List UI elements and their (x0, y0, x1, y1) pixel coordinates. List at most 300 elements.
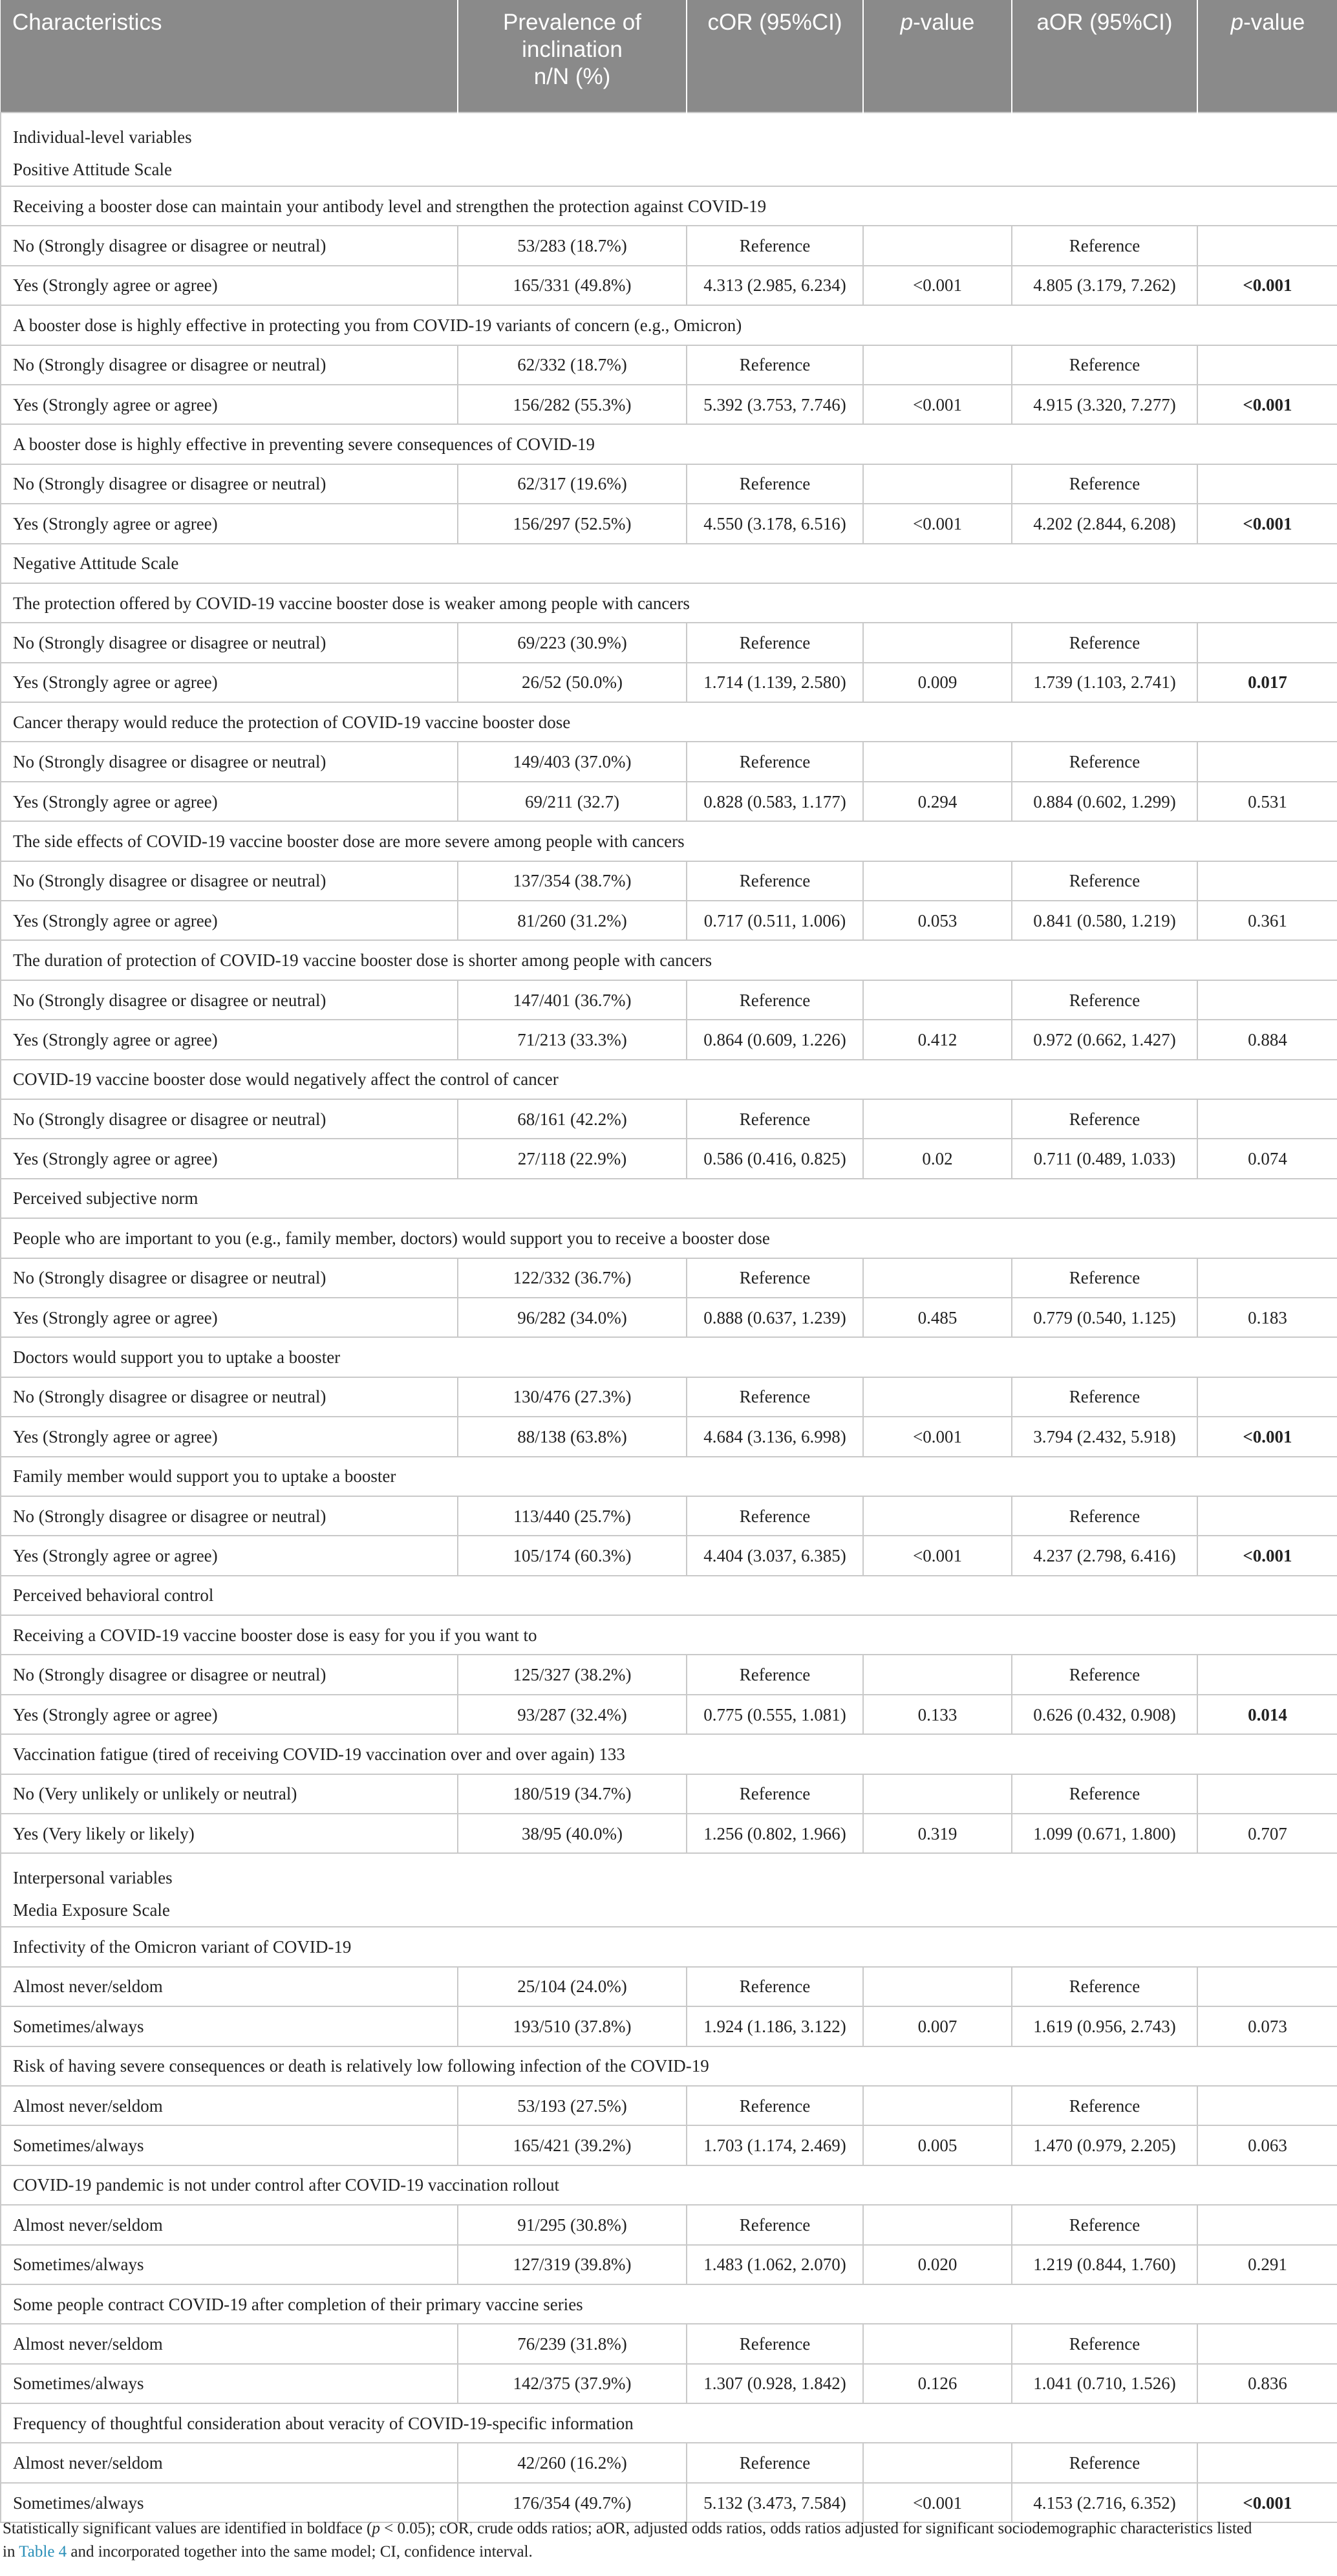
crude-p-value-cell (863, 1655, 1012, 1694)
row-label-cell: No (Strongly disagree or disagree or neutral) (1, 1258, 458, 1298)
section-heading-row (1, 1060, 1337, 1099)
crude-p-value-cell: <0.001 (863, 2483, 1012, 2522)
aor-cell: 4.202 (2.844, 6.208) (1012, 504, 1197, 543)
prevalence-cell: 156/282 (55.3%) (458, 385, 687, 424)
section-heading (1, 1853, 1337, 1927)
aor-cell: 1.739 (1.103, 2.741) (1012, 663, 1197, 702)
table-row (1, 2006, 1337, 2046)
cor-cell: Reference (687, 345, 863, 385)
cor-cell: Reference (687, 1774, 863, 1814)
cor-cell: Reference (687, 1496, 863, 1536)
cor-cell: Reference (687, 861, 863, 901)
prevalence-cell: 193/510 (37.8%) (458, 2006, 687, 2046)
prevalence-cell: 96/282 (34.0%) (458, 1298, 687, 1337)
adjusted-p-value-cell (1197, 742, 1337, 781)
adjusted-p-value-cell (1197, 1655, 1337, 1694)
cor-cell: 0.717 (0.511, 1.006) (687, 901, 863, 940)
adjusted-p-value-cell: 0.291 (1197, 2245, 1337, 2284)
cor-cell: Reference (687, 1377, 863, 1417)
adjusted-p-value-cell (1197, 2324, 1337, 2363)
header-characteristics: Characteristics (1, 0, 458, 113)
footnote-p: p (372, 2520, 380, 2537)
table-row (1, 2245, 1337, 2284)
prevalence-cell: 122/332 (36.7%) (458, 1258, 687, 1298)
aor-cell: Reference (1012, 226, 1197, 265)
row-label-cell: Almost never/seldom (1, 2324, 458, 2363)
header-prevalence-line3: n/N (%) (533, 64, 611, 89)
row-label-cell: No (Strongly disagree or disagree or neutral) (1, 1655, 458, 1694)
crude-p-value-cell: 0.020 (863, 2245, 1012, 2284)
table-row (1, 2205, 1337, 2244)
adjusted-p-value-cell (1197, 2205, 1337, 2244)
section-heading-label: Individual-level variables (13, 127, 192, 147)
row-label-cell: No (Strongly disagree or disagree or neutral) (1, 464, 458, 504)
crude-p-value-cell (863, 226, 1012, 265)
section-heading-row (1, 113, 1337, 186)
section-heading-row (1, 1927, 1337, 1966)
adjusted-p-value-cell: 0.707 (1197, 1814, 1337, 1853)
prevalence-cell: 62/317 (19.6%) (458, 464, 687, 504)
section-heading (1, 1337, 1337, 1377)
section-heading-label: Interpersonal variables (13, 1868, 173, 1888)
section-heading (1, 940, 1337, 980)
prevalence-cell: 105/174 (60.3%) (458, 1536, 687, 1575)
cor-cell: 4.684 (3.136, 6.998) (687, 1417, 863, 1456)
crude-p-value-cell (863, 2443, 1012, 2482)
table-row (1, 1099, 1337, 1139)
aor-cell: 1.219 (0.844, 1.760) (1012, 2245, 1197, 2284)
table-header (1, 0, 1337, 113)
prevalence-cell: 88/138 (63.8%) (458, 1417, 687, 1456)
table-row (1, 2364, 1337, 2403)
crude-p-value-cell: 0.133 (863, 1695, 1012, 1734)
aor-cell: Reference (1012, 980, 1197, 1020)
table-footnote (0, 2517, 1337, 2564)
section-heading-label: COVID-19 vaccine booster dose would negatively affect the control of cancer (13, 1069, 559, 1089)
cor-cell: Reference (687, 2086, 863, 2125)
table-row (1, 2443, 1337, 2482)
adjusted-p-value-cell: <0.001 (1197, 1536, 1337, 1575)
table-row (1, 1298, 1337, 1337)
row-label-cell: Sometimes/always (1, 2245, 458, 2284)
crude-p-value-cell (863, 2086, 1012, 2125)
crude-p-value-cell: 0.005 (863, 2125, 1012, 2165)
section-heading-label: The protection offered by COVID-19 vaccine booster dose is weaker among people with cancers (13, 593, 690, 613)
prevalence-cell: 137/354 (38.7%) (458, 861, 687, 901)
cor-cell: Reference (687, 1258, 863, 1298)
header-prevalence (458, 0, 687, 113)
crude-p-value-cell (863, 1377, 1012, 1417)
row-label-cell: No (Strongly disagree or disagree or neutral) (1, 980, 458, 1020)
row-label-cell: No (Strongly disagree or disagree or neutral) (1, 1099, 458, 1139)
prevalence-cell: 68/161 (42.2%) (458, 1099, 687, 1139)
prevalence-cell: 93/287 (32.4%) (458, 1695, 687, 1734)
cor-cell: 4.313 (2.985, 6.234) (687, 266, 863, 305)
table-row (1, 663, 1337, 702)
section-heading (1, 1457, 1337, 1496)
row-label-cell: Almost never/seldom (1, 1967, 458, 2006)
section-heading-row (1, 1179, 1337, 1218)
row-label-cell: Yes (Strongly agree or agree) (1, 901, 458, 940)
aor-cell: Reference (1012, 2205, 1197, 2244)
cor-cell: 4.404 (3.037, 6.385) (687, 1536, 863, 1575)
header-p-value-adjusted (1197, 0, 1337, 113)
adjusted-p-value-cell (1197, 226, 1337, 265)
section-heading-row (1, 940, 1337, 980)
header-p-value-crude (863, 0, 1012, 113)
cor-cell: 5.392 (3.753, 7.746) (687, 385, 863, 424)
adjusted-p-value-cell: 0.014 (1197, 1695, 1337, 1734)
cor-cell: 4.550 (3.178, 6.516) (687, 504, 863, 543)
prevalence-cell: 142/375 (37.9%) (458, 2364, 687, 2403)
section-heading-label: Some people contract COVID-19 after completion of their primary vaccine series (13, 2294, 583, 2314)
prevalence-cell: 147/401 (36.7%) (458, 980, 687, 1020)
header-aor: aOR (95%CI) (1012, 0, 1197, 113)
section-heading-row (1, 1457, 1337, 1496)
subsection-heading-label: Positive Attitude Scale (13, 160, 172, 179)
section-heading-row (1, 702, 1337, 742)
row-label-cell: Yes (Strongly agree or agree) (1, 1139, 458, 1178)
section-heading-row (1, 1576, 1337, 1615)
cor-cell: Reference (687, 2443, 863, 2482)
cor-cell: 0.586 (0.416, 0.825) (687, 1139, 863, 1178)
prevalence-cell: 127/319 (39.8%) (458, 2245, 687, 2284)
row-label-cell: No (Strongly disagree or disagree or neutral) (1, 1377, 458, 1417)
table-row (1, 1814, 1337, 1853)
adjusted-p-value-cell: 0.531 (1197, 782, 1337, 821)
adjusted-p-value-cell (1197, 980, 1337, 1020)
row-label-cell: Sometimes/always (1, 2483, 458, 2522)
prevalence-cell: 53/283 (18.7%) (458, 226, 687, 265)
crude-p-value-cell (863, 464, 1012, 504)
adjusted-p-value-cell (1197, 861, 1337, 901)
crude-p-value-cell: 0.485 (863, 1298, 1012, 1337)
crude-p-value-cell (863, 1774, 1012, 1814)
adjusted-p-value-cell: <0.001 (1197, 504, 1337, 543)
crude-p-value-cell: 0.126 (863, 2364, 1012, 2403)
prevalence-cell: 125/327 (38.2%) (458, 1655, 687, 1694)
section-heading (1, 2284, 1337, 2324)
aor-cell: Reference (1012, 861, 1197, 901)
table-row (1, 861, 1337, 901)
adjusted-p-value-cell (1197, 1496, 1337, 1536)
cor-cell: 1.256 (0.802, 1.966) (687, 1814, 863, 1853)
section-heading-row (1, 186, 1337, 226)
cor-cell: Reference (687, 1099, 863, 1139)
adjusted-p-value-cell (1197, 623, 1337, 662)
adjusted-p-value-cell: 0.884 (1197, 1020, 1337, 1059)
table-row (1, 2086, 1337, 2125)
section-heading-label: Risk of having severe consequences or death is relatively low following infection of the COVID-19 (13, 2056, 709, 2076)
adjusted-p-value-cell (1197, 1967, 1337, 2006)
section-heading (1, 1615, 1337, 1655)
crude-p-value-cell: <0.001 (863, 385, 1012, 424)
crude-p-value-cell (863, 2205, 1012, 2244)
section-heading-row (1, 583, 1337, 623)
table-row (1, 1377, 1337, 1417)
cor-cell: Reference (687, 2324, 863, 2363)
header-p2-italic: p (1230, 10, 1244, 35)
section-heading (1, 821, 1337, 861)
table-row (1, 345, 1337, 385)
adjusted-p-value-cell (1197, 345, 1337, 385)
row-label-cell: Yes (Strongly agree or agree) (1, 1695, 458, 1734)
row-label-cell: Yes (Strongly agree or agree) (1, 1536, 458, 1575)
section-heading (1, 2165, 1337, 2205)
crude-p-value-cell: <0.001 (863, 266, 1012, 305)
crude-p-value-cell: 0.294 (863, 782, 1012, 821)
cor-cell: Reference (687, 742, 863, 781)
header-cor: cOR (95%CI) (687, 0, 863, 113)
cor-cell: 0.775 (0.555, 1.081) (687, 1695, 863, 1734)
prevalence-cell: 165/421 (39.2%) (458, 2125, 687, 2165)
cor-cell: 1.307 (0.928, 1.842) (687, 2364, 863, 2403)
section-heading-row (1, 544, 1337, 583)
prevalence-cell: 76/239 (31.8%) (458, 2324, 687, 2363)
section-heading-row (1, 1337, 1337, 1377)
aor-cell: Reference (1012, 742, 1197, 781)
cor-cell: Reference (687, 464, 863, 504)
row-label-cell: Sometimes/always (1, 2006, 458, 2046)
aor-cell: 4.237 (2.798, 6.416) (1012, 1536, 1197, 1575)
section-heading (1, 2403, 1337, 2443)
row-label-cell: No (Strongly disagree or disagree or neutral) (1, 623, 458, 662)
section-heading-row (1, 1218, 1337, 1258)
header-p-italic: p (900, 10, 914, 35)
section-heading (1, 186, 1337, 226)
cor-cell: Reference (687, 226, 863, 265)
row-label-cell: Yes (Strongly agree or agree) (1, 1417, 458, 1456)
crude-p-value-cell (863, 742, 1012, 781)
prevalence-cell: 165/331 (49.8%) (458, 266, 687, 305)
cor-cell: Reference (687, 2205, 863, 2244)
adjusted-p-value-cell: 0.183 (1197, 1298, 1337, 1337)
table-row (1, 1655, 1337, 1694)
header-p2-rest: -value (1243, 10, 1305, 35)
prevalence-cell: 27/118 (22.9%) (458, 1139, 687, 1178)
adjusted-p-value-cell (1197, 1377, 1337, 1417)
crude-p-value-cell: <0.001 (863, 1536, 1012, 1575)
table-row (1, 2324, 1337, 2363)
cor-cell: 1.703 (1.174, 2.469) (687, 2125, 863, 2165)
cor-cell: 1.714 (1.139, 2.580) (687, 663, 863, 702)
section-heading-row (1, 2403, 1337, 2443)
crude-p-value-cell (863, 1496, 1012, 1536)
adjusted-p-value-cell: <0.001 (1197, 1417, 1337, 1456)
aor-cell: Reference (1012, 2324, 1197, 2363)
prevalence-cell: 156/297 (52.5%) (458, 504, 687, 543)
section-heading-row (1, 2046, 1337, 2086)
section-heading-row (1, 424, 1337, 464)
aor-cell: Reference (1012, 2443, 1197, 2482)
section-heading-label: Perceived subjective norm (13, 1188, 198, 1208)
prevalence-cell: 71/213 (33.3%) (458, 1020, 687, 1059)
section-heading (1, 1179, 1337, 1218)
aor-cell: Reference (1012, 464, 1197, 504)
aor-cell: Reference (1012, 1774, 1197, 1814)
aor-cell: 1.099 (0.671, 1.800) (1012, 1814, 1197, 1853)
crude-p-value-cell: 0.053 (863, 901, 1012, 940)
table-row (1, 901, 1337, 940)
footnote-line2-pre: in (3, 2543, 19, 2560)
aor-cell: 4.805 (3.179, 7.262) (1012, 266, 1197, 305)
adjusted-p-value-cell: <0.001 (1197, 2483, 1337, 2522)
prevalence-cell: 62/332 (18.7%) (458, 345, 687, 385)
aor-cell: Reference (1012, 623, 1197, 662)
table-row (1, 1139, 1337, 1178)
adjusted-p-value-cell: 0.063 (1197, 2125, 1337, 2165)
row-label-cell: Almost never/seldom (1, 2443, 458, 2482)
aor-cell: Reference (1012, 345, 1197, 385)
adjusted-p-value-cell: 0.017 (1197, 663, 1337, 702)
footnote-text-a: Statistically significant values are identified in boldface ( (3, 2520, 372, 2537)
aor-cell: Reference (1012, 2086, 1197, 2125)
row-label-cell: Yes (Strongly agree or agree) (1, 1298, 458, 1337)
row-label-cell: Yes (Strongly agree or agree) (1, 266, 458, 305)
adjusted-p-value-cell: 0.836 (1197, 2364, 1337, 2403)
section-heading-label: A booster dose is highly effective in protecting you from COVID-19 variants of concern (e.g., Omicron) (13, 315, 742, 335)
table-row (1, 1417, 1337, 1456)
prevalence-cell: 130/476 (27.3%) (458, 1377, 687, 1417)
aor-cell: Reference (1012, 1258, 1197, 1298)
section-heading (1, 305, 1337, 345)
table-row (1, 504, 1337, 543)
table-row (1, 782, 1337, 821)
section-heading-label: The side effects of COVID-19 vaccine booster dose are more severe among people with cancers (13, 831, 685, 851)
section-heading (1, 1060, 1337, 1099)
aor-cell: Reference (1012, 1655, 1197, 1694)
prevalence-cell: 26/52 (50.0%) (458, 663, 687, 702)
row-label-cell: Yes (Strongly agree or agree) (1, 1020, 458, 1059)
row-label-cell: Yes (Strongly agree or agree) (1, 782, 458, 821)
section-heading-label: People who are important to you (e.g., family member, doctors) would support you to receive a booster dose (13, 1228, 770, 1248)
prevalence-cell: 25/104 (24.0%) (458, 1967, 687, 2006)
crude-p-value-cell: 0.007 (863, 2006, 1012, 2046)
cor-cell: Reference (687, 1967, 863, 2006)
aor-cell: 1.041 (0.710, 1.526) (1012, 2364, 1197, 2403)
section-heading (1, 1576, 1337, 1615)
adjusted-p-value-cell (1197, 2443, 1337, 2482)
section-heading-row (1, 2284, 1337, 2324)
crude-p-value-cell (863, 345, 1012, 385)
section-heading (1, 424, 1337, 464)
prevalence-cell: 53/193 (27.5%) (458, 2086, 687, 2125)
aor-cell: 0.779 (0.540, 1.125) (1012, 1298, 1197, 1337)
table-4-link[interactable]: Table 4 (19, 2543, 67, 2560)
table-row (1, 464, 1337, 504)
row-label-cell: Sometimes/always (1, 2125, 458, 2165)
table-row (1, 1967, 1337, 2006)
aor-cell: 0.626 (0.432, 0.908) (1012, 1695, 1197, 1734)
crude-p-value-cell: 0.319 (863, 1814, 1012, 1853)
section-heading-label: Negative Attitude Scale (13, 553, 179, 574)
header-prevalence-line1: Prevalence of (502, 10, 642, 35)
row-label-cell: Yes (Strongly agree or agree) (1, 385, 458, 424)
row-label-cell: Yes (Strongly agree or agree) (1, 504, 458, 543)
row-label-cell: No (Strongly disagree or disagree or neutral) (1, 861, 458, 901)
row-label-cell: Sometimes/always (1, 2364, 458, 2403)
section-heading-row (1, 1615, 1337, 1655)
section-heading-label: Infectivity of the Omicron variant of COVID-19 (13, 1937, 352, 1957)
crude-p-value-cell (863, 861, 1012, 901)
section-heading-row (1, 305, 1337, 345)
adjusted-p-value-cell (1197, 1258, 1337, 1298)
header-p-rest: -value (913, 10, 975, 35)
section-heading-label: Family member would support you to uptake a booster (13, 1466, 396, 1487)
section-heading-row (1, 1853, 1337, 1927)
aor-cell: Reference (1012, 1967, 1197, 2006)
table-row (1, 742, 1337, 781)
table-row (1, 623, 1337, 662)
row-label-cell: No (Strongly disagree or disagree or neutral) (1, 226, 458, 265)
section-heading-label: COVID-19 pandemic is not under control after COVID-19 vaccination rollout (13, 2175, 560, 2195)
aor-cell: 0.711 (0.489, 1.033) (1012, 1139, 1197, 1178)
table-row (1, 1695, 1337, 1734)
aor-cell: 0.884 (0.602, 1.299) (1012, 782, 1197, 821)
adjusted-p-value-cell: <0.001 (1197, 385, 1337, 424)
footnote-line2-post: and incorporated together into the same model; CI, confidence interval. (67, 2543, 533, 2560)
table-body (1, 113, 1337, 2522)
cor-cell: 1.483 (1.062, 2.070) (687, 2245, 863, 2284)
adjusted-p-value-cell (1197, 1774, 1337, 1814)
row-label-cell: Almost never/seldom (1, 2086, 458, 2125)
crude-p-value-cell: <0.001 (863, 504, 1012, 543)
section-heading-row (1, 2165, 1337, 2205)
cor-cell: Reference (687, 623, 863, 662)
row-label-cell: No (Strongly disagree or disagree or neutral) (1, 742, 458, 781)
row-label-cell: Yes (Strongly agree or agree) (1, 663, 458, 702)
section-heading-label: A booster dose is highly effective in preventing severe consequences of COVID-19 (13, 435, 595, 455)
table-row (1, 980, 1337, 1020)
section-heading (1, 2046, 1337, 2086)
table-row (1, 1774, 1337, 1814)
prevalence-cell: 176/354 (49.7%) (458, 2483, 687, 2522)
aor-cell: 0.972 (0.662, 1.427) (1012, 1020, 1197, 1059)
aor-cell: 3.794 (2.432, 5.918) (1012, 1417, 1197, 1456)
section-heading (1, 1218, 1337, 1258)
crude-p-value-cell (863, 2324, 1012, 2363)
header-prevalence-line2: inclination (522, 37, 623, 62)
cor-cell: Reference (687, 1655, 863, 1694)
aor-cell: 1.619 (0.956, 2.743) (1012, 2006, 1197, 2046)
crude-p-value-cell (863, 623, 1012, 662)
section-heading-label: Receiving a COVID-19 vaccine booster dose is easy for you if you want to (13, 1625, 537, 1645)
section-heading (1, 544, 1337, 583)
table-row (1, 385, 1337, 424)
cor-cell: 5.132 (3.473, 7.584) (687, 2483, 863, 2522)
row-label-cell: No (Strongly disagree or disagree or neutral) (1, 345, 458, 385)
row-label-cell: No (Strongly disagree or disagree or neutral) (1, 1496, 458, 1536)
table-row (1, 266, 1337, 305)
adjusted-p-value-cell: 0.074 (1197, 1139, 1337, 1178)
section-heading-label: Vaccination fatigue (tired of receiving COVID-19 vaccination over and over again) 133 (13, 1744, 625, 1764)
crude-p-value-cell (863, 980, 1012, 1020)
aor-cell: 4.915 (3.320, 7.277) (1012, 385, 1197, 424)
prevalence-cell: 149/403 (37.0%) (458, 742, 687, 781)
prevalence-cell: 38/95 (40.0%) (458, 1814, 687, 1853)
section-heading (1, 1927, 1337, 1966)
cor-cell: Reference (687, 980, 863, 1020)
crude-p-value-cell: 0.412 (863, 1020, 1012, 1059)
table-row (1, 1496, 1337, 1536)
adjusted-p-value-cell (1197, 2086, 1337, 2125)
adjusted-p-value-cell: 0.361 (1197, 901, 1337, 940)
adjusted-p-value-cell: 0.073 (1197, 2006, 1337, 2046)
section-heading (1, 583, 1337, 623)
adjusted-p-value-cell: <0.001 (1197, 266, 1337, 305)
section-heading-label: Perceived behavioral control (13, 1585, 214, 1605)
aor-cell: Reference (1012, 1377, 1197, 1417)
